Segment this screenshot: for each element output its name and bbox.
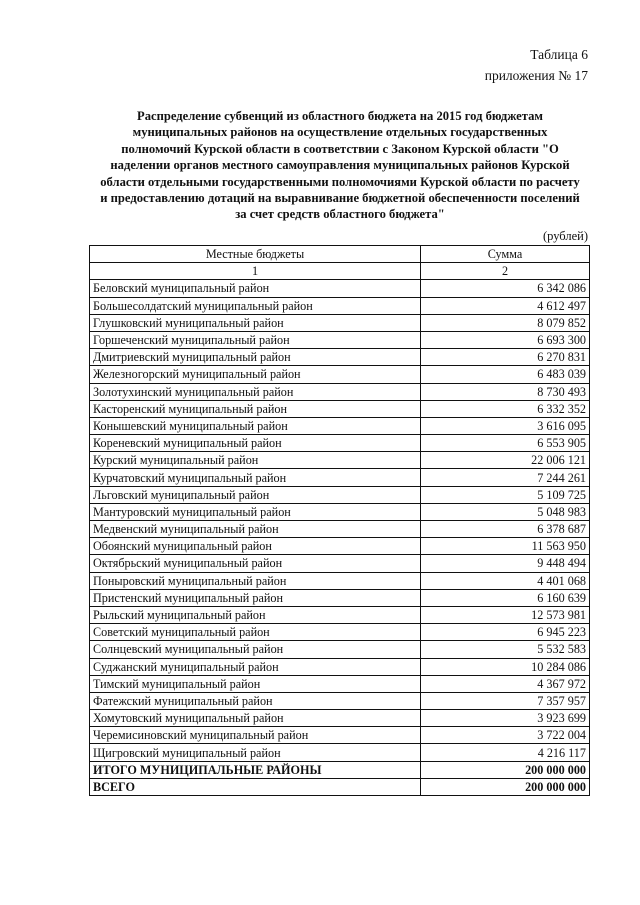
table-row xyxy=(90,452,590,469)
table-row xyxy=(90,641,590,658)
district-name-cell: Черемисиновский муниципальный район xyxy=(90,727,421,744)
title-line: Распределение субвенций из областного бюджета на 2015 год бюджетам xyxy=(137,109,543,123)
district-name-cell: Рыльский муниципальный район xyxy=(90,606,421,623)
grand-total-row xyxy=(90,778,590,795)
amount-cell: 5 532 583 xyxy=(421,641,590,658)
table-row xyxy=(90,469,590,486)
table-row xyxy=(90,555,590,572)
amount-cell: 6 342 086 xyxy=(421,280,590,297)
table-row xyxy=(90,658,590,675)
document-header xyxy=(485,44,588,86)
amount-cell: 5 048 983 xyxy=(421,503,590,520)
amount-cell: 6 693 300 xyxy=(421,331,590,348)
column-header-amount: Сумма xyxy=(421,246,590,263)
title-line: области отдельными государственными полномочиями Курской области по расчету xyxy=(100,174,580,189)
table-row xyxy=(90,280,590,297)
table-row xyxy=(90,349,590,366)
amount-cell: 12 573 981 xyxy=(421,606,590,623)
table-row xyxy=(90,744,590,761)
district-name-cell: Советский муниципальный район xyxy=(90,624,421,641)
appendix-label: приложения № 17 xyxy=(484,68,588,83)
amount-cell: 4 216 117 xyxy=(421,744,590,761)
amount-cell: 4 367 972 xyxy=(421,675,590,692)
district-name-cell: Хомутовский муниципальный район xyxy=(90,710,421,727)
table-row xyxy=(90,297,590,314)
amount-cell: 11 563 950 xyxy=(421,538,590,555)
district-name-cell: Железногорский муниципальный район xyxy=(90,366,421,383)
amount-cell: 4 612 497 xyxy=(421,297,590,314)
column-header-budgets: Местные бюджеты xyxy=(90,246,421,263)
district-name-cell: Октябрьский муниципальный район xyxy=(90,555,421,572)
table-row xyxy=(90,400,590,417)
amount-cell: 8 730 493 xyxy=(421,383,590,400)
table-row xyxy=(90,366,590,383)
amount-cell: 200 000 000 xyxy=(421,761,590,778)
table-row xyxy=(90,675,590,692)
district-name-cell: Конышевский муниципальный район xyxy=(90,417,421,434)
table-row xyxy=(90,503,590,520)
title-line: и предоставлению дотаций на выравнивание бюджетной обеспеченности поселений xyxy=(100,191,580,206)
district-name-cell: Беловский муниципальный район xyxy=(90,280,421,297)
district-name-cell: Солнцевский муниципальный район xyxy=(90,641,421,658)
amount-cell: 6 553 905 xyxy=(421,435,590,452)
table-row xyxy=(90,486,590,503)
table-number-label: Таблица 6 xyxy=(530,47,588,62)
district-name-cell: Кореневский муниципальный район xyxy=(90,435,421,452)
table-row xyxy=(90,572,590,589)
amount-cell: 6 332 352 xyxy=(421,400,590,417)
table-row xyxy=(90,589,590,606)
district-name-cell: Мантуровский муниципальный район xyxy=(90,503,421,520)
district-name-cell: Дмитриевский муниципальный район xyxy=(90,349,421,366)
district-name-cell: Тимский муниципальный район xyxy=(90,675,421,692)
amount-cell: 9 448 494 xyxy=(421,555,590,572)
title-line: наделении органов местного самоуправления муниципальных районов Курской xyxy=(110,158,570,173)
table-row xyxy=(90,710,590,727)
subsidy-table xyxy=(89,245,590,796)
amount-cell: 3 722 004 xyxy=(421,727,590,744)
amount-cell: 7 244 261 xyxy=(421,469,590,486)
amount-cell: 10 284 086 xyxy=(421,658,590,675)
column-number: 1 xyxy=(90,263,421,280)
table-row xyxy=(90,624,590,641)
district-name-cell: Горшеченский муниципальный район xyxy=(90,331,421,348)
table-row xyxy=(90,435,590,452)
district-name-cell: Фатежский муниципальный район xyxy=(90,692,421,709)
district-name-cell: Курский муниципальный район xyxy=(90,452,421,469)
table-row xyxy=(90,314,590,331)
table-header-row xyxy=(90,246,590,263)
amount-cell: 4 401 068 xyxy=(421,572,590,589)
amount-cell: 3 616 095 xyxy=(421,417,590,434)
district-name-cell: Щигровский муниципальный район xyxy=(90,744,421,761)
amount-cell: 6 270 831 xyxy=(421,349,590,366)
title-line: за счет средств областного бюджета" xyxy=(235,207,445,222)
amount-cell: 7 357 957 xyxy=(421,692,590,709)
table-row xyxy=(90,692,590,709)
table-row xyxy=(90,417,590,434)
district-name-cell: ВСЕГО xyxy=(90,778,421,795)
district-name-cell: Касторенский муниципальный район xyxy=(90,400,421,417)
district-name-cell: ИТОГО МУНИЦИПАЛЬНЫЕ РАЙОНЫ xyxy=(90,761,421,778)
table-row xyxy=(90,521,590,538)
document-title xyxy=(90,108,590,223)
table-row xyxy=(90,606,590,623)
column-number-row xyxy=(90,263,590,280)
table-row xyxy=(90,727,590,744)
table-row xyxy=(90,331,590,348)
amount-cell: 6 483 039 xyxy=(421,366,590,383)
district-name-cell: Пристенский муниципальный район xyxy=(90,589,421,606)
amount-cell: 6 378 687 xyxy=(421,521,590,538)
amount-cell: 200 000 000 xyxy=(421,778,590,795)
amount-cell: 6 160 639 xyxy=(421,589,590,606)
table-body xyxy=(90,280,590,796)
district-name-cell: Суджанский муниципальный район xyxy=(90,658,421,675)
amount-cell: 22 006 121 xyxy=(421,452,590,469)
title-line: полномочий Курской области в соответствии с Законом Курской области "О xyxy=(121,141,559,156)
district-name-cell: Глушковский муниципальный район xyxy=(90,314,421,331)
amount-cell: 5 109 725 xyxy=(421,486,590,503)
column-number: 2 xyxy=(421,263,590,280)
district-name-cell: Большесолдатский муниципальный район xyxy=(90,297,421,314)
total-districts-row xyxy=(90,761,590,778)
district-name-cell: Обоянский муниципальный район xyxy=(90,538,421,555)
district-name-cell: Медвенский муниципальный район xyxy=(90,521,421,538)
amount-cell: 6 945 223 xyxy=(421,624,590,641)
amount-cell: 8 079 852 xyxy=(421,314,590,331)
title-line: муниципальных районов на осуществление отдельных государственных xyxy=(132,125,548,140)
district-name-cell: Золотухинский муниципальный район xyxy=(90,383,421,400)
district-name-cell: Поныровский муниципальный район xyxy=(90,572,421,589)
district-name-cell: Курчатовский муниципальный район xyxy=(90,469,421,486)
units-label: (рублей) xyxy=(542,229,588,243)
district-name-cell: Льговский муниципальный район xyxy=(90,486,421,503)
table-row xyxy=(90,538,590,555)
amount-cell: 3 923 699 xyxy=(421,710,590,727)
table-row xyxy=(90,383,590,400)
